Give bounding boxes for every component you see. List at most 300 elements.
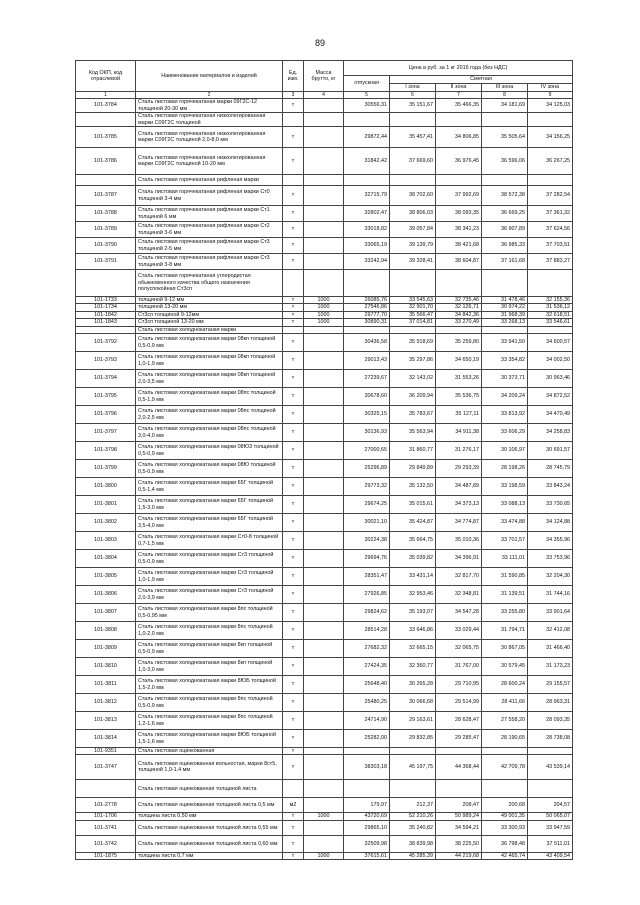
price-zone-4: 33 546,61 [528,319,573,326]
price-release: 38303,18 [344,755,390,780]
price-zone-2: 35 010,36 [436,532,482,550]
price-release [344,780,390,798]
price-zone-4: 29 155,57 [528,676,573,694]
price-release: 28514,28 [344,622,390,640]
price-zone-1: 52 210,26 [390,813,436,820]
price-zone-1: 35 664,75 [390,532,436,550]
price-zone-3: 28 198,26 [482,460,528,478]
row-mass [304,222,344,238]
price-release: 25282,00 [344,730,390,748]
price-zone-4: 37 282,54 [528,186,573,206]
header-mass: Масса брутто, кг [304,61,344,92]
price-zone-4: 43 539,14 [528,755,573,780]
row-mass [304,748,344,755]
price-zone-3 [482,113,528,127]
price-zone-2: 34 594,21 [436,820,482,835]
row-unit [283,113,304,127]
price-release: 27682,32 [344,640,390,658]
row-unit: т [283,478,304,496]
table-row [76,640,573,658]
row-unit: т [283,835,304,852]
price-release: 30021,10 [344,514,390,532]
price-zone-3: 33 300,93 [482,820,528,835]
table-row [76,406,573,424]
table-row [76,442,573,460]
row-code [76,175,136,186]
price-zone-2: 38 604,87 [436,254,482,270]
price-zone-2: 37 992,69 [436,186,482,206]
row-mass [304,658,344,676]
price-zone-2: 36 976,45 [436,148,482,175]
row-unit [283,780,304,798]
row-mass [304,186,344,206]
row-mass [304,460,344,478]
row-name: Сталь листовая холоднокатаная марки 65Г толщиной 1,5-3,0 мм [136,496,283,514]
row-unit [283,326,304,333]
row-name: Сталь листовая холоднокатаная марки 08пс толщиной 3,0-4,0 мм [136,424,283,442]
price-zone-2: 35 466,35 [436,99,482,113]
row-code: 101-1842 [76,311,136,318]
price-zone-4: 31 173,23 [528,658,573,676]
price-zone-2: 28 628,47 [436,712,482,730]
price-zone-4: 33 901,64 [528,604,573,622]
table-row [76,676,573,694]
row-mass [304,388,344,406]
row-name: Сталь листовая холоднокатаная марки 8ЮБ толщиной 1,5-1,6 мм [136,730,283,748]
price-zone-2: 29 285,47 [436,730,482,748]
row-code: 101-3742 [76,835,136,852]
row-name: Сталь листовая горячекатаная низколегированная марки С09Г2С толщиной 10-20 мм [136,148,283,175]
row-unit: т [283,813,304,820]
price-zone-1: 37 014,81 [390,319,436,326]
row-mass [304,206,344,222]
price-release: 32715,79 [344,186,390,206]
row-name: Сталь листовая холоднокатаная марки 08пс толщиной 2,0-2,5 мм [136,406,283,424]
row-mass: 1000 [304,304,344,311]
price-zone-2: 32 065,75 [436,640,482,658]
price-zone-3: 33 268,13 [482,319,528,326]
price-zone-4 [528,780,573,798]
row-unit: т [283,748,304,755]
price-zone-2: 34 547,28 [436,604,482,622]
row-mass [304,175,344,186]
price-zone-1 [390,326,436,333]
price-release: 30556,31 [344,99,390,113]
price-zone-3: 28 411,66 [482,694,528,712]
row-name: Сталь листовая холоднокатаная марки 08кп толщиной 2,0-3,5 мм [136,370,283,388]
price-zone-2: 34 650,19 [436,352,482,370]
row-unit: т [283,254,304,270]
price-release: 29777,70 [344,311,390,318]
price-release: 27239,67 [344,370,390,388]
price-zone-1: 31 860,77 [390,442,436,460]
price-zone-1: 35 193,07 [390,604,436,622]
row-code: 101-3747 [76,755,136,780]
price-zone-4: 34 125,03 [528,99,573,113]
price-zone-1: 33 431,14 [390,568,436,586]
row-unit: т [283,127,304,148]
row-mass [304,798,344,813]
row-unit: т [283,604,304,622]
row-unit: т [283,388,304,406]
price-zone-3: 42 465,74 [482,852,528,859]
table-row [76,532,573,550]
price-zone-4: 37 361,32 [528,206,573,222]
row-name: Сталь листовая холоднокатаная марки 8пс толщиной 1,0-2,0 мм [136,622,283,640]
row-mass [304,334,344,352]
table-row [76,175,573,186]
price-zone-3: 49 001,35 [482,813,528,820]
table-row [76,835,573,852]
row-name: Ст3сп толщиной 9-12мм [136,311,283,318]
price-zone-3: 33 255,80 [482,604,528,622]
row-name: Сталь листовая холоднокатаная марки 8кп толщиной 0,5-0,9 мм [136,640,283,658]
price-release: 32802,47 [344,206,390,222]
price-release: 29865,10 [344,820,390,835]
row-name: Сталь листовая горячекатаная рифленая марки [136,175,283,186]
price-release: 30224,38 [344,532,390,550]
table-row [76,311,573,318]
price-zone-4: 37 624,56 [528,222,573,238]
row-mass [304,532,344,550]
price-zone-3: 30 867,05 [482,640,528,658]
price-zone-3: 28 600,24 [482,676,528,694]
row-unit: т [283,424,304,442]
header-name: Наименование материалов и изделий [136,61,283,92]
price-zone-3: 30 106,97 [482,442,528,460]
price-release: 28351,47 [344,568,390,586]
price-zone-1: 38 702,60 [390,186,436,206]
header-zone-1: I зона [390,84,436,92]
table-row [76,206,573,222]
table-row [76,712,573,730]
price-zone-3: 33 941,50 [482,334,528,352]
column-number: 1 [76,92,136,99]
row-name: Сталь листовая горячекатаная углеродистая обыкновенного качества общего назначения полуспокойная Ст3сп [136,270,283,297]
price-zone-4 [528,270,573,297]
price-zone-4: 34 470,49 [528,406,573,424]
row-name: Сталь листовая холоднокатаная марки Ст3 толщиной 0,5-0,9 мм [136,550,283,568]
row-unit: т [283,622,304,640]
price-zone-2: 35 259,80 [436,334,482,352]
price-release: 43720,69 [344,813,390,820]
row-mass [304,113,344,127]
price-zone-3: 33 088,13 [482,496,528,514]
price-zone-1: 32 360,77 [390,658,436,676]
row-unit: т [283,532,304,550]
row-mass: 1000 [304,813,344,820]
row-unit: т [283,676,304,694]
price-zone-4 [528,326,573,333]
table-row [76,604,573,622]
row-mass [304,820,344,835]
row-unit: т [283,694,304,712]
table-row [76,238,573,254]
row-name: Сталь листовая горячекатаная марки 09Г2С-12 толщиной 20-30 мм [136,99,283,113]
price-zone-1: 29 163,61 [390,712,436,730]
price-zone-2: 34 396,91 [436,550,482,568]
row-mass [304,550,344,568]
row-unit: т [283,712,304,730]
price-zone-4: 34 355,96 [528,532,573,550]
price-release: 25480,25 [344,694,390,712]
row-name: Сталь листовая холоднокатаная марки 8пс толщиной 1,2-1,6 мм [136,712,283,730]
column-number-row [76,92,573,99]
price-zone-1: 35 424,87 [390,514,436,532]
price-zone-1: 30 265,28 [390,676,436,694]
price-zone-1 [390,175,436,186]
header-zone-3: III зона [482,84,528,92]
price-zone-4: 28 738,08 [528,730,573,748]
price-zone-2: 34 842,36 [436,311,482,318]
row-name: толщина листа 0,7 мм [136,852,283,859]
price-release: 29872,44 [344,127,390,148]
price-zone-1: 33 545,63 [390,297,436,304]
row-mass: 1000 [304,319,344,326]
price-table [75,60,573,860]
price-zone-3: 36 907,89 [482,222,528,238]
price-zone-4: 31 536,12 [528,304,573,311]
row-mass [304,496,344,514]
header-estimate: Сметная [390,76,573,84]
price-zone-4: 204,57 [528,798,573,813]
price-zone-1: 39 139,79 [390,238,436,254]
row-code: 101-3792 [76,334,136,352]
price-release: 25296,89 [344,460,390,478]
price-zone-2 [436,748,482,755]
price-zone-2: 34 373,13 [436,496,482,514]
price-release: 25648,40 [344,676,390,694]
row-code: 101-3799 [76,460,136,478]
row-code: 101-3813 [76,712,136,730]
price-zone-1: 35 132,50 [390,478,436,496]
row-unit: т [283,297,304,304]
price-release: 30325,15 [344,406,390,424]
row-unit: т [283,730,304,748]
price-release: 27546,86 [344,304,390,311]
price-zone-1: 35 563,94 [390,424,436,442]
row-name: толщиной 9-12 мм [136,297,283,304]
price-zone-1: 32 143,02 [390,370,436,388]
price-release: 30678,60 [344,388,390,406]
row-code: 101-3806 [76,586,136,604]
price-zone-1: 38 806,03 [390,206,436,222]
row-unit: т [283,352,304,370]
row-code: 101-3814 [76,730,136,748]
table-row [76,319,573,326]
price-zone-2 [436,175,482,186]
row-code: 101-1875 [76,852,136,859]
row-mass [304,730,344,748]
row-unit: т [283,238,304,254]
row-mass [304,780,344,798]
table-row [76,222,573,238]
price-zone-4: 43 409,54 [528,852,573,859]
row-mass: 1000 [304,297,344,304]
row-name: толщина листа 0,50 мм [136,813,283,820]
price-zone-2: 31 553,26 [436,370,482,388]
row-code: 101-1733 [76,297,136,304]
price-zone-1: 36 209,94 [390,388,436,406]
row-name: Сталь листовая холоднокатаная марки Ст0-8 толщиной 0,7-1,5 мм [136,532,283,550]
row-mass [304,424,344,442]
price-zone-2: 38 225,50 [436,835,482,852]
row-code: 101-3787 [76,186,136,206]
price-zone-3 [482,780,528,798]
price-zone-3: 27 558,20 [482,712,528,730]
price-zone-2: 50 989,24 [436,813,482,820]
row-code: 101-3805 [76,568,136,586]
price-zone-1 [390,780,436,798]
price-zone-3 [482,270,528,297]
header-zone-4: IV зона [528,84,573,92]
price-zone-3: 33 111,01 [482,550,528,568]
row-name: толщиной 13-20 мм [136,304,283,311]
header-unit: Ед. изм. [283,61,304,92]
row-name: Сталь листовая оцинкованная вольностая, марки 8ст5, толщиной 1,0-1,4 мм [136,755,283,780]
row-code: 101-3811 [76,676,136,694]
row-unit: т [283,568,304,586]
price-zone-2: 38 093,35 [436,206,482,222]
price-zone-1: 35 297,86 [390,352,436,370]
price-zone-4: 32 618,51 [528,311,573,318]
row-unit: т [283,640,304,658]
column-number: 8 [482,92,528,99]
price-release: 30436,58 [344,334,390,352]
header-price-title: Цена в руб. за 1 кг 2016 года (без НДС) [344,61,573,76]
row-name: Сталь листовая горячекатаная низколегированная марки С09Г2С толщиной [136,113,283,127]
page-number: 89 [314,38,325,48]
row-mass [304,835,344,852]
table-row [76,113,573,127]
row-code: 101-3789 [76,222,136,238]
row-code: 101-3791 [76,254,136,270]
row-mass [304,514,344,532]
row-code: 101-3808 [76,622,136,640]
price-zone-1: 35 457,41 [390,127,436,148]
row-code: 101-3803 [76,532,136,550]
price-zone-1: 29 832,85 [390,730,436,748]
table-row [76,798,573,813]
row-code: 101-3790 [76,238,136,254]
price-release: 29694,76 [344,550,390,568]
price-zone-1: 35 918,69 [390,334,436,352]
header-zone-2: II зона [436,84,482,92]
row-mass [304,352,344,370]
price-zone-2: 38 341,23 [436,222,482,238]
row-mass [304,568,344,586]
table-row [76,304,573,311]
price-zone-3: 33 198,59 [482,478,528,496]
price-zone-2: 32 735,46 [436,297,482,304]
row-mass [304,604,344,622]
price-zone-3: 33 606,29 [482,424,528,442]
price-release: 29674,25 [344,496,390,514]
row-code [76,270,136,297]
price-release: 33018,82 [344,222,390,238]
price-zone-1: 39 057,84 [390,222,436,238]
row-code: 101-3788 [76,206,136,222]
row-mass [304,127,344,148]
price-zone-1: 32 665,15 [390,640,436,658]
row-mass [304,586,344,604]
price-zone-2: 44 219,68 [436,852,482,859]
price-zone-3: 35 505,64 [482,127,528,148]
price-release: 32509,98 [344,835,390,852]
row-name: Сталь листовая холоднокатаная марки Ст3 толщиной 2,0-3,9 мм [136,586,283,604]
table-row [76,460,573,478]
price-zone-3: 31 478,46 [482,297,528,304]
table-row [76,622,573,640]
row-name: Сталь листовая горячекатаная рифленая марки Ст3 толщиной 2-5 мм [136,238,283,254]
price-zone-1 [390,270,436,297]
table-row [76,658,573,676]
table-row [76,148,573,175]
price-zone-4: 28 745,79 [528,460,573,478]
price-zone-4: 34 156,25 [528,127,573,148]
price-zone-4: 33 843,24 [528,478,573,496]
row-name: Сталь листовая горячекатаная рифленая марки Ст1 толщиной 6 мм [136,206,283,222]
price-release: 30890,31 [344,319,390,326]
row-code: 101-3809 [76,640,136,658]
row-mass [304,755,344,780]
row-code: 101-3786 [76,148,136,175]
row-mass [304,640,344,658]
price-zone-1: 32 901,70 [390,304,436,311]
price-zone-3: 33 474,88 [482,514,528,532]
column-number: 2 [136,92,283,99]
price-release [344,326,390,333]
row-unit: т [283,496,304,514]
price-release: 24714,90 [344,712,390,730]
row-unit: т [283,186,304,206]
table-row [76,326,573,333]
row-mass [304,622,344,640]
row-unit: м2 [283,798,304,813]
price-release: 29824,62 [344,604,390,622]
table-row [76,820,573,835]
price-zone-2: 29 293,39 [436,460,482,478]
row-name: Сталь листовая горячекатаная рифленая марки Ст2 толщиной 3-6 мм [136,222,283,238]
price-zone-3: 42 709,78 [482,755,528,780]
price-zone-3: 33 701,57 [482,532,528,550]
column-number: 9 [528,92,573,99]
row-name: Сталь листовая холоднокатаная марки 8кп толщиной 1,0-3,0 мм [136,658,283,676]
column-number: 3 [283,92,304,99]
price-zone-1: 35 015,61 [390,496,436,514]
row-mass [304,478,344,496]
row-unit: т [283,550,304,568]
price-zone-2: 34 911,38 [436,424,482,442]
row-code: 101-3793 [76,352,136,370]
price-zone-2: 32 126,71 [436,304,482,311]
price-zone-3: 36 596,06 [482,148,528,175]
price-zone-1: 45 285,39 [390,852,436,859]
table-row [76,568,573,586]
price-zone-3: 33 813,92 [482,406,528,424]
row-name: Сталь листовая горячекатаная рифленая марки Ст3 толщиной 3-8 мм [136,254,283,270]
price-zone-1: 33 646,86 [390,622,436,640]
price-zone-4 [528,113,573,127]
row-mass [304,370,344,388]
row-unit: т [283,852,304,859]
price-release: 33065,19 [344,238,390,254]
row-code: 101-1706 [76,813,136,820]
price-zone-2: 35 536,75 [436,388,482,406]
price-zone-4: 34 258,83 [528,424,573,442]
price-zone-1 [390,748,436,755]
table-row [76,388,573,406]
